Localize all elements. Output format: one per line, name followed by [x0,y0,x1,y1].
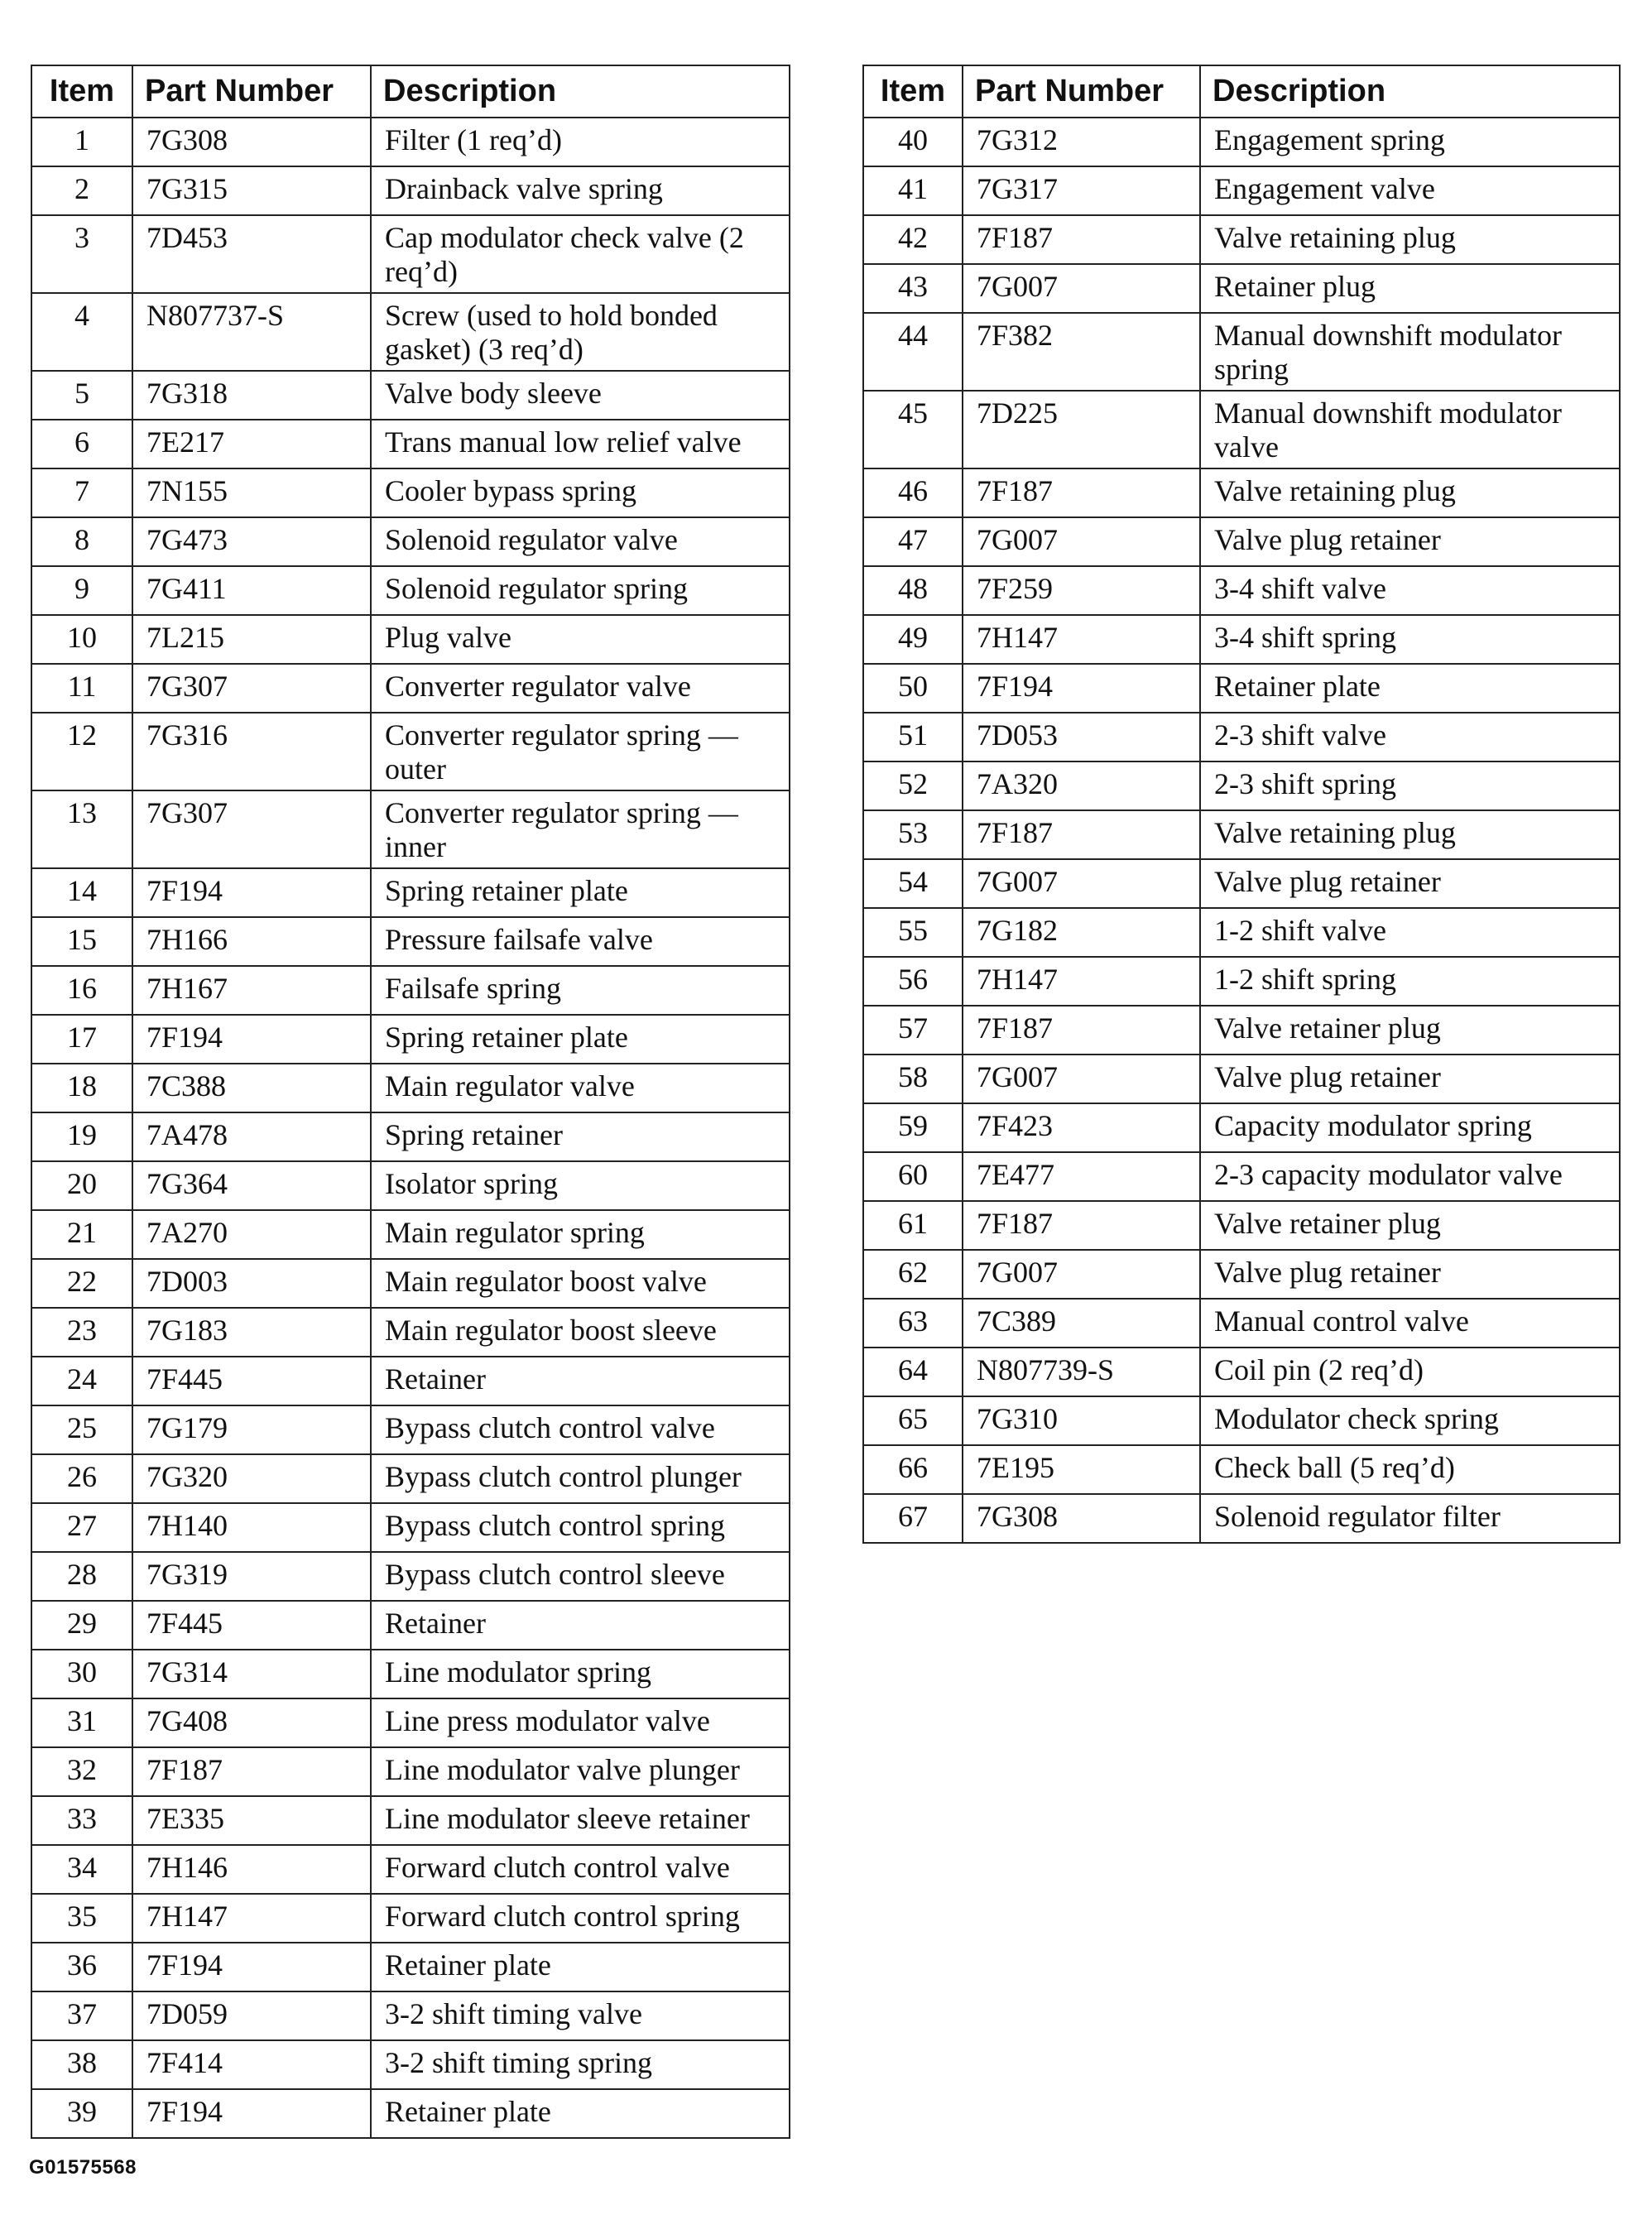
description-cell: Solenoid regulator valve [371,517,790,566]
description-cell: Forward clutch control valve [371,1845,790,1894]
part-number-cell: 7D053 [963,713,1200,761]
table-row [31,420,790,468]
item-cell: 11 [31,664,132,713]
part-number-cell: 7H147 [963,615,1200,664]
table-row [31,215,790,293]
item-cell: 53 [863,810,963,859]
description-cell: 3-2 shift timing spring [371,2040,790,2089]
item-cell: 5 [31,371,132,420]
description-cell: Main regulator boost sleeve [371,1308,790,1357]
item-cell: 62 [863,1250,963,1299]
part-number-cell: 7F194 [132,1015,371,1064]
part-number-cell: 7F194 [132,868,371,917]
part-number-cell: 7G182 [963,908,1200,957]
parts-table-right-body [863,118,1620,1543]
table-row [31,1845,790,1894]
part-number-cell: 7G314 [132,1650,371,1698]
item-cell: 61 [863,1201,963,1250]
description-cell: Line modulator sleeve retainer [371,1796,790,1845]
item-cell: 19 [31,1112,132,1161]
part-number-cell: 7F187 [963,468,1200,517]
item-cell: 47 [863,517,963,566]
description-cell: Coil pin (2 req’d) [1200,1348,1620,1396]
part-number-cell: 7A320 [963,761,1200,810]
table-row [31,517,790,566]
description-cell: Filter (1 req’d) [371,118,790,166]
item-cell: 3 [31,215,132,293]
part-number-cell: 7G007 [963,1055,1200,1103]
part-number-cell: 7G007 [963,264,1200,313]
figure-code: G01575568 [29,2156,137,2179]
part-number-cell: 7G007 [963,517,1200,566]
item-cell: 10 [31,615,132,664]
part-number-cell: 7G316 [132,713,371,790]
description-cell: Screw (used to hold bonded gasket) (3 req’d) [371,293,790,371]
description-cell: Plug valve [371,615,790,664]
item-cell: 22 [31,1259,132,1308]
table-row [863,118,1620,166]
description-cell: 3-2 shift timing valve [371,1991,790,2040]
item-cell: 38 [31,2040,132,2089]
part-number-cell: 7G312 [963,118,1200,166]
item-cell: 59 [863,1103,963,1152]
table-row [31,1503,790,1552]
item-cell: 56 [863,957,963,1006]
table-row [863,1445,1620,1494]
description-cell: Valve retainer plug [1200,1006,1620,1055]
parts-table-right [862,65,1621,1544]
part-number-cell: 7A270 [132,1210,371,1259]
table-row [863,1348,1620,1396]
item-cell: 39 [31,2089,132,2138]
table-row [31,166,790,215]
item-cell: 21 [31,1210,132,1259]
table-row [863,1103,1620,1152]
description-cell: Modulator check spring [1200,1396,1620,1445]
description-cell: 2-3 shift spring [1200,761,1620,810]
table-row [31,468,790,517]
table-row [863,761,1620,810]
item-cell: 16 [31,966,132,1015]
parts-table-left-body [31,118,790,2138]
table-row [863,166,1620,215]
description-cell: 3-4 shift spring [1200,615,1620,664]
item-cell: 51 [863,713,963,761]
description-cell: Valve retaining plug [1200,468,1620,517]
part-number-cell: 7F194 [132,2089,371,2138]
item-cell: 42 [863,215,963,264]
part-number-cell: 7F414 [132,2040,371,2089]
table-row [863,566,1620,615]
part-number-cell: 7E477 [963,1152,1200,1201]
table-row [863,1494,1620,1543]
description-cell: 3-4 shift valve [1200,566,1620,615]
description-cell: Converter regulator valve [371,664,790,713]
item-cell: 28 [31,1552,132,1601]
item-cell: 50 [863,664,963,713]
table-row [31,118,790,166]
part-number-cell: 7G179 [132,1405,371,1454]
item-cell: 49 [863,615,963,664]
description-cell: Solenoid regulator filter [1200,1494,1620,1543]
description-cell: Spring retainer plate [371,868,790,917]
part-number-cell: N807739-S [963,1348,1200,1396]
description-cell: Cap modulator check valve (2 req’d) [371,215,790,293]
item-cell: 26 [31,1454,132,1503]
item-cell: 27 [31,1503,132,1552]
description-cell: Valve plug retainer [1200,517,1620,566]
item-cell: 52 [863,761,963,810]
description-cell: Pressure failsafe valve [371,917,790,966]
part-number-cell: 7F382 [963,313,1200,391]
part-number-cell: 7G318 [132,371,371,420]
item-cell: 14 [31,868,132,917]
item-cell: 12 [31,713,132,790]
item-cell: 40 [863,118,963,166]
table-row [31,1161,790,1210]
table-row [31,1259,790,1308]
item-cell: 46 [863,468,963,517]
part-number-cell: 7A478 [132,1112,371,1161]
table-row [31,1454,790,1503]
table-row [863,264,1620,313]
description-cell: Retainer [371,1357,790,1405]
table-row [863,391,1620,468]
table-row [863,1006,1620,1055]
table-row [863,957,1620,1006]
table-row [31,1112,790,1161]
part-number-cell: 7N155 [132,468,371,517]
part-number-cell: 7G007 [963,859,1200,908]
description-cell: 1-2 shift spring [1200,957,1620,1006]
table-row [863,615,1620,664]
part-number-cell: 7D059 [132,1991,371,2040]
item-cell: 44 [863,313,963,391]
table-row [31,1991,790,2040]
table-row [863,713,1620,761]
description-cell: Main regulator boost valve [371,1259,790,1308]
part-number-cell: 7D225 [963,391,1200,468]
item-cell: 45 [863,391,963,468]
part-number-cell: 7H166 [132,917,371,966]
table-row [31,1064,790,1112]
table-row [863,1152,1620,1201]
description-cell: Retainer [371,1601,790,1650]
description-cell: Bypass clutch control spring [371,1503,790,1552]
table-row [31,1650,790,1698]
part-number-cell: 7H147 [963,957,1200,1006]
description-cell: Forward clutch control spring [371,1894,790,1943]
column-header-part-number: Part Number [132,65,371,118]
description-cell: Converter regulator spring — inner [371,790,790,868]
part-number-cell: 7G411 [132,566,371,615]
description-cell: Main regulator valve [371,1064,790,1112]
description-cell: 1-2 shift valve [1200,908,1620,957]
part-number-cell: 7F194 [132,1943,371,1991]
description-cell: Bypass clutch control valve [371,1405,790,1454]
item-cell: 25 [31,1405,132,1454]
item-cell: 1 [31,118,132,166]
part-number-cell: 7F187 [132,1747,371,1796]
description-cell: Bypass clutch control plunger [371,1454,790,1503]
item-cell: 30 [31,1650,132,1698]
item-cell: 64 [863,1348,963,1396]
part-number-cell: 7E335 [132,1796,371,1845]
part-number-cell: 7L215 [132,615,371,664]
description-cell: Valve retainer plug [1200,1201,1620,1250]
item-cell: 7 [31,468,132,517]
table-row [31,1308,790,1357]
table-row [863,1299,1620,1348]
item-cell: 29 [31,1601,132,1650]
part-number-cell: 7C389 [963,1299,1200,1348]
part-number-cell: 7H140 [132,1503,371,1552]
item-cell: 41 [863,166,963,215]
description-cell: Main regulator spring [371,1210,790,1259]
description-cell: Capacity modulator spring [1200,1103,1620,1152]
description-cell: Valve body sleeve [371,371,790,420]
table-row [31,868,790,917]
item-cell: 8 [31,517,132,566]
item-cell: 65 [863,1396,963,1445]
part-number-cell: 7G183 [132,1308,371,1357]
part-number-cell: 7E217 [132,420,371,468]
description-cell: Failsafe spring [371,966,790,1015]
item-cell: 17 [31,1015,132,1064]
description-cell: Manual downshift modulator spring [1200,313,1620,391]
table-row [863,908,1620,957]
part-number-cell: 7G307 [132,664,371,713]
item-cell: 2 [31,166,132,215]
part-number-cell: 7C388 [132,1064,371,1112]
header-row [31,65,790,118]
description-cell: Solenoid regulator spring [371,566,790,615]
item-cell: 43 [863,264,963,313]
table-row [31,1747,790,1796]
table-row [863,215,1620,264]
table-row [31,1943,790,1991]
item-cell: 58 [863,1055,963,1103]
part-number-cell: 7F187 [963,1201,1200,1250]
item-cell: 32 [31,1747,132,1796]
column-header-description: Description [1200,65,1620,118]
table-row [31,1601,790,1650]
part-number-cell: 7F187 [963,1006,1200,1055]
description-cell: Valve plug retainer [1200,859,1620,908]
header-row [863,65,1620,118]
part-number-cell: 7F194 [963,664,1200,713]
item-cell: 54 [863,859,963,908]
column-header-item: Item [863,65,963,118]
item-cell: 37 [31,1991,132,2040]
description-cell: Isolator spring [371,1161,790,1210]
table-row [31,1894,790,1943]
table-row [31,1796,790,1845]
part-number-cell: 7F187 [963,215,1200,264]
description-cell: Spring retainer plate [371,1015,790,1064]
table-row [863,1201,1620,1250]
part-number-cell: 7G307 [132,790,371,868]
description-cell: Manual downshift modulator valve [1200,391,1620,468]
part-number-cell: 7E195 [963,1445,1200,1494]
item-cell: 4 [31,293,132,371]
item-cell: 63 [863,1299,963,1348]
part-number-cell: 7H146 [132,1845,371,1894]
table-row [863,313,1620,391]
item-cell: 23 [31,1308,132,1357]
description-cell: Bypass clutch control sleeve [371,1552,790,1601]
description-cell: Converter regulator spring — outer [371,713,790,790]
table-row [31,664,790,713]
description-cell: Valve retaining plug [1200,215,1620,264]
table-row [31,293,790,371]
table-row [31,2089,790,2138]
part-number-cell: 7G310 [963,1396,1200,1445]
description-cell: Valve retaining plug [1200,810,1620,859]
table-row [31,2040,790,2089]
part-number-cell: 7H167 [132,966,371,1015]
item-cell: 18 [31,1064,132,1112]
table-row [31,566,790,615]
part-number-cell: 7F445 [132,1601,371,1650]
item-cell: 35 [31,1894,132,1943]
table-row [31,713,790,790]
part-number-cell: 7G408 [132,1698,371,1747]
part-number-cell: 7G364 [132,1161,371,1210]
table-row [863,1250,1620,1299]
description-cell: Retainer plate [371,2089,790,2138]
parts-table-left [31,65,790,2139]
part-number-cell: 7G320 [132,1454,371,1503]
column-header-item: Item [31,65,132,118]
table-row [863,468,1620,517]
part-number-cell: 7G319 [132,1552,371,1601]
table-row [31,966,790,1015]
item-cell: 15 [31,917,132,966]
part-number-cell: 7F445 [132,1357,371,1405]
description-cell: Line press modulator valve [371,1698,790,1747]
table-row [31,1405,790,1454]
table-row [31,1210,790,1259]
description-cell: Retainer plate [1200,664,1620,713]
table-row [863,664,1620,713]
table-row [31,371,790,420]
description-cell: Spring retainer [371,1112,790,1161]
table-row [31,1357,790,1405]
description-cell: Valve plug retainer [1200,1055,1620,1103]
item-cell: 20 [31,1161,132,1210]
part-number-cell: 7G315 [132,166,371,215]
part-number-cell: 7F259 [963,566,1200,615]
item-cell: 6 [31,420,132,468]
table-row [863,1055,1620,1103]
table-row [863,1396,1620,1445]
description-cell: Retainer plate [371,1943,790,1991]
description-cell: Cooler bypass spring [371,468,790,517]
column-header-part-number: Part Number [963,65,1200,118]
part-number-cell: 7G007 [963,1250,1200,1299]
description-cell: Check ball (5 req’d) [1200,1445,1620,1494]
item-cell: 57 [863,1006,963,1055]
table-row [31,1552,790,1601]
column-header-description: Description [371,65,790,118]
description-cell: Line modulator spring [371,1650,790,1698]
description-cell: Retainer plug [1200,264,1620,313]
description-cell: 2-3 shift valve [1200,713,1620,761]
part-number-cell: 7G317 [963,166,1200,215]
part-number-cell: N807737-S [132,293,371,371]
part-number-cell: 7H147 [132,1894,371,1943]
description-cell: 2-3 capacity modulator valve [1200,1152,1620,1201]
item-cell: 67 [863,1494,963,1543]
description-cell: Valve plug retainer [1200,1250,1620,1299]
item-cell: 66 [863,1445,963,1494]
description-cell: Drainback valve spring [371,166,790,215]
part-number-cell: 7G473 [132,517,371,566]
item-cell: 55 [863,908,963,957]
part-number-cell: 7D003 [132,1259,371,1308]
part-number-cell: 7F187 [963,810,1200,859]
part-number-cell: 7F423 [963,1103,1200,1152]
item-cell: 36 [31,1943,132,1991]
item-cell: 60 [863,1152,963,1201]
description-cell: Manual control valve [1200,1299,1620,1348]
item-cell: 34 [31,1845,132,1894]
table-row [31,1015,790,1064]
part-number-cell: 7G308 [963,1494,1200,1543]
item-cell: 31 [31,1698,132,1747]
table-row [863,859,1620,908]
table-row [31,790,790,868]
description-cell: Engagement valve [1200,166,1620,215]
table-row [31,615,790,664]
table-row [863,517,1620,566]
table-row [863,810,1620,859]
description-cell: Line modulator valve plunger [371,1747,790,1796]
item-cell: 13 [31,790,132,868]
item-cell: 33 [31,1796,132,1845]
item-cell: 24 [31,1357,132,1405]
part-number-cell: 7D453 [132,215,371,293]
part-number-cell: 7G308 [132,118,371,166]
item-cell: 9 [31,566,132,615]
item-cell: 48 [863,566,963,615]
description-cell: Engagement spring [1200,118,1620,166]
table-row [31,1698,790,1747]
description-cell: Trans manual low relief valve [371,420,790,468]
table-row [31,917,790,966]
